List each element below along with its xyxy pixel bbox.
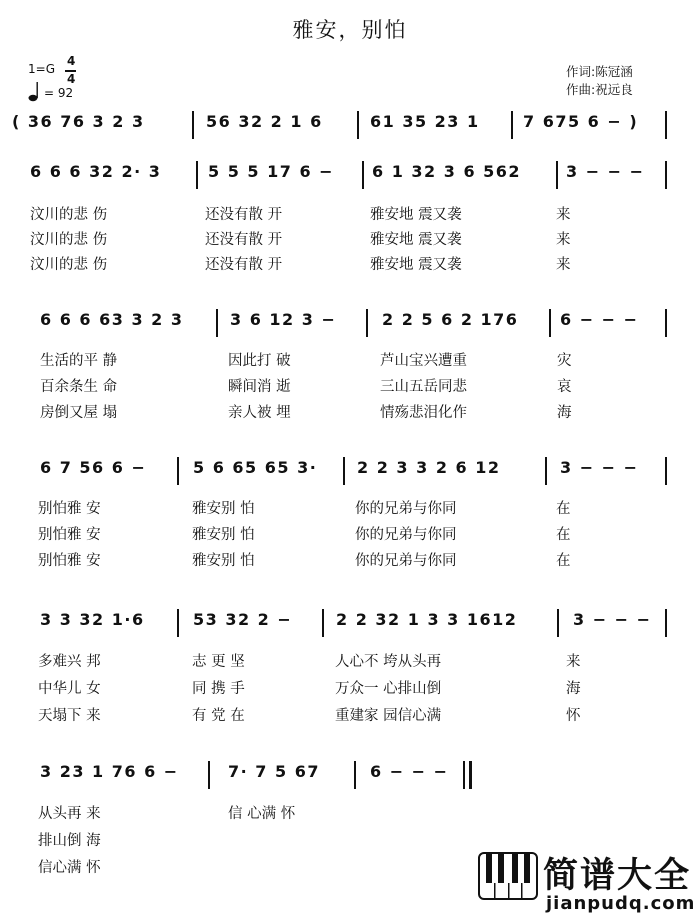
repeat-barline [208,761,210,789]
lyric: 同 携 手 [192,681,245,697]
lyric: 万众一 心排山倒 [335,681,442,697]
lyric: 亲人被 埋 [228,405,291,421]
measure: 6 1 32 3 6 562 [372,162,522,181]
notation-line-5 [0,762,700,792]
barline [177,457,179,485]
lyric: 灾 [557,353,572,369]
lyric: 人心不 垮从头再 [335,654,442,670]
barline [665,111,667,139]
lyric: 哀 [557,379,572,395]
measure: 3 6 12 3 − [230,310,337,329]
notation-line-4 [0,610,700,640]
lyric: 怀 [566,708,581,724]
lyric: 别怕雅 安 [38,553,101,569]
measure: 3 3 32 1·6 [40,610,145,629]
barline [665,161,667,189]
lyric: 天塌下 来 [38,708,101,724]
barline [196,161,198,189]
lyric: 瞬间消 逝 [228,379,291,395]
measure: 6 6 6 32 2· 3 [30,162,162,181]
barline [366,309,368,337]
quarter-note-icon [28,80,42,106]
barline [511,111,513,139]
barline [216,309,218,337]
lyric: 还没有散 开 [205,207,283,223]
measure: 5 5 5 17 6 − [208,162,335,181]
lyric: 还没有散 开 [205,257,283,273]
notation-line-3 [0,458,700,488]
lyric: 志 更 坚 [192,654,245,670]
lyric: 来 [566,654,581,670]
measure: 53 32 2 − [193,610,293,629]
lyric: 汶川的悲 伤 [30,232,108,248]
watermark-url: jianpudq.com [546,893,696,914]
tempo: = 92 [44,86,74,100]
barline [357,111,359,139]
lyric: 排山倒 海 [38,833,101,849]
lyric: 汶川的悲 伤 [30,257,108,273]
lyric: 汶川的悲 伤 [30,207,108,223]
lyric: 因此打 破 [228,353,291,369]
measure: 2 2 5 6 2 176 [382,310,519,329]
barline [362,161,364,189]
lyric: 你的兄弟与你同 [355,553,457,569]
barline [665,609,667,637]
lyric: 中华儿 女 [38,681,101,697]
barline [549,309,551,337]
lyric: 来 [556,207,571,223]
barline [177,609,179,637]
lyricist-credit: 作词:陈冠涵 [566,64,633,79]
barline [322,609,324,637]
lyric: 来 [556,257,571,273]
lyric: 雅安地 震又袭 [370,232,462,248]
lyric: 雅安别 怕 [192,501,255,517]
lyric: 有 党 在 [192,708,245,724]
measure: 6 − − − [560,310,639,329]
lyric: 别怕雅 安 [38,527,101,543]
measure: 56 32 2 1 6 [206,112,323,131]
measure: 2 2 3 3 2 6 12 [357,458,501,477]
lyric: 在 [556,501,571,517]
barline [192,111,194,139]
piano-keys-icon [478,852,538,904]
measure: 3 − − − [573,610,652,629]
lyric: 房倒又屋 塌 [40,405,118,421]
final-barline-thin [463,761,465,789]
measure: 5 6 65 65 3· [193,458,318,477]
barline [556,161,558,189]
measure: 6 − − − [370,762,449,781]
lyric: 雅安别 怕 [192,553,255,569]
lyric: 海 [557,405,572,421]
lyric: 多难兴 邦 [38,654,101,670]
lyric: 雅安地 震又袭 [370,257,462,273]
time-signature-bottom: 4 [67,72,76,86]
lyric: 生活的平 静 [40,353,118,369]
lyric: 从头再 来 [38,806,101,822]
song-title: 雅安，别怕 [292,18,408,42]
barline [665,457,667,485]
measure: 6 6 6 63 3 2 3 [40,310,184,329]
composer-credit: 作曲:祝远良 [566,82,633,97]
lyric: 信心满 怀 [38,860,101,876]
lyric: 来 [556,232,571,248]
lyric: 在 [556,553,571,569]
measure: 2 2 32 1 3 3 1612 [336,610,518,629]
measure: ( 36 76 3 2 3 [12,112,145,131]
final-barline-thick [469,761,472,789]
barline [665,309,667,337]
barline [354,761,356,789]
lyric: 百余条生 命 [40,379,118,395]
lyric: 雅安别 怕 [192,527,255,543]
lyric: 你的兄弟与你同 [355,501,457,517]
lyric: 情殇悲泪化作 [380,405,467,421]
lyric: 别怕雅 安 [38,501,101,517]
lyric: 在 [556,527,571,543]
lyric: 雅安地 震又袭 [370,207,462,223]
lyric: 还没有散 开 [205,232,283,248]
lyric: 重建家 园信心满 [335,708,442,724]
time-signature-top: 4 [67,54,76,68]
lyric: 海 [566,681,581,697]
lyric: 信 心满 怀 [228,806,296,822]
measure: 7· 7 5 67 [228,762,320,781]
barline [557,609,559,637]
measure: 3 23 1 76 6 − [40,762,179,781]
measure: 6 7 56 6 − [40,458,147,477]
measure: 61 35 23 1 [370,112,480,131]
lyric: 你的兄弟与你同 [355,527,457,543]
lyric: 三山五岳同悲 [380,379,467,395]
measure: 7 675 6 − ) [523,112,639,131]
barline [545,457,547,485]
barline [343,457,345,485]
watermark-name: 简谱大全 [543,856,692,896]
notation-line-intro [0,112,700,142]
notation-line-1 [0,162,700,192]
key-signature: 1=G [28,62,55,76]
measure: 3 − − − [560,458,639,477]
notation-line-2 [0,310,700,340]
lyric: 芦山宝兴遭重 [380,353,467,369]
measure: 3 − − − [566,162,645,181]
